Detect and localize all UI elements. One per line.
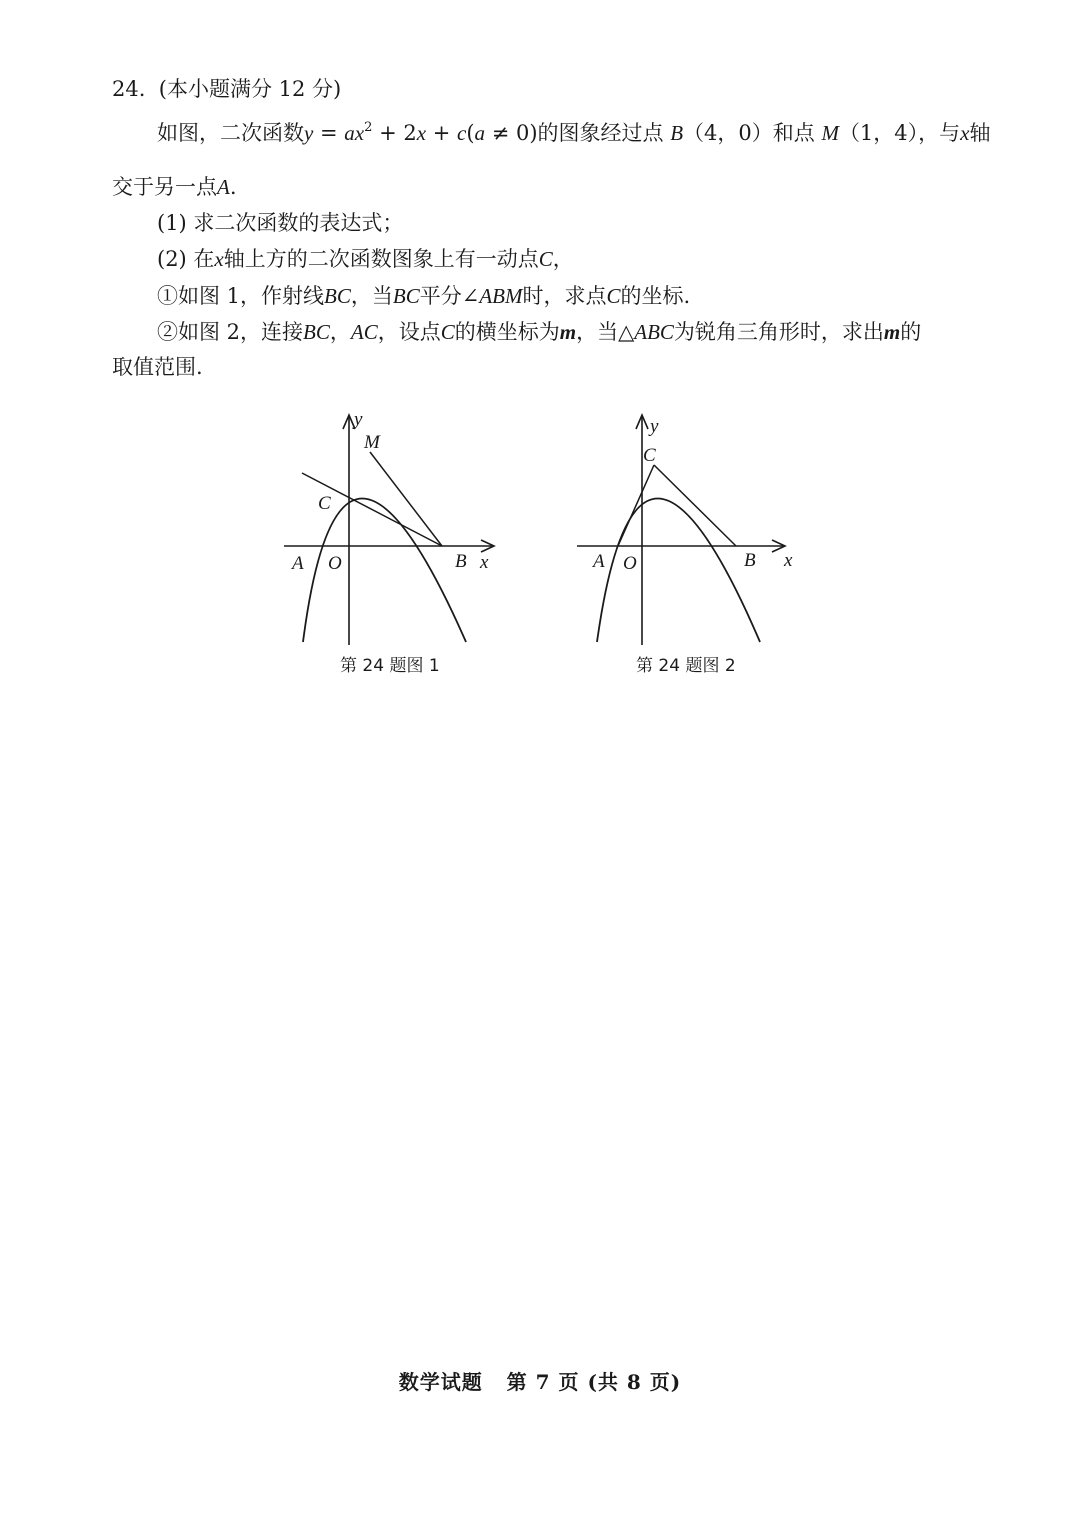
segment-ac xyxy=(618,465,654,546)
q2-end: ， xyxy=(552,247,574,271)
label-b: B xyxy=(744,550,756,571)
question-2-part-1 xyxy=(157,281,690,311)
eq-mid: + 2 xyxy=(372,121,417,145)
label-x: x xyxy=(480,552,489,573)
problem-intro-line2 xyxy=(112,172,237,202)
q2a-mid3: 时，求点 xyxy=(522,284,607,308)
point-b: B xyxy=(670,121,684,145)
q2b-mid3: ，当△ xyxy=(576,320,635,344)
q2b-m: m xyxy=(559,320,577,344)
eq-plus: + xyxy=(426,121,457,145)
score-note: (本小题满分 12 分) xyxy=(158,77,342,101)
eq-y: y xyxy=(304,121,314,145)
eq-x2: x xyxy=(416,121,427,145)
q2a-bc2: BC xyxy=(392,284,420,308)
question-2-part-2 xyxy=(157,317,921,347)
label-a: A xyxy=(593,551,605,572)
figure-2-diagram xyxy=(565,405,810,650)
parabola xyxy=(597,499,760,643)
label-a: A xyxy=(292,553,304,574)
line2-point: A xyxy=(217,175,230,199)
question-2 xyxy=(157,244,574,274)
label-o: O xyxy=(328,553,342,574)
label-c: C xyxy=(643,445,656,466)
intro-mid: 的图象经过点 xyxy=(537,121,671,145)
q2b-end: 的 xyxy=(900,320,922,344)
q2-c: C xyxy=(538,247,553,271)
problem-intro-line xyxy=(157,118,991,148)
q2b-mid4: 为锐角三角形时，求出 xyxy=(673,320,884,344)
question-2-part-2-line2 xyxy=(112,352,203,382)
eq-exponent: 2 xyxy=(364,120,373,135)
q1-text: (1) 求二次函数的表达式； xyxy=(157,211,404,235)
question-1 xyxy=(157,208,403,238)
intro-prefix: 如图，二次函数 xyxy=(157,121,304,145)
label-m: M xyxy=(364,432,380,453)
footer-subject: 数学试题 xyxy=(398,1370,483,1394)
point-m: M xyxy=(821,121,839,145)
figure-2 xyxy=(565,405,810,650)
q2-prefix: (2) 在 xyxy=(157,247,215,271)
figure-1 xyxy=(270,405,510,650)
line2-prefix: 交于另一点 xyxy=(112,175,217,199)
figure-1-caption: 第 24 题图 1 xyxy=(340,656,440,676)
q2a-abm: ABM xyxy=(479,284,523,308)
q2a-mid1: ，当 xyxy=(350,284,393,308)
q2b-mid2: 的横坐标为 xyxy=(454,320,560,344)
q2b-bc: BC xyxy=(303,320,330,344)
label-y: y xyxy=(354,409,363,430)
eq-cond-rest: ≠ 0) xyxy=(485,121,538,145)
q2a-bc: BC xyxy=(324,284,351,308)
q2b-mid1: ，设点 xyxy=(377,320,441,344)
q2-x: x xyxy=(214,247,224,271)
figure-2-caption: 第 24 题图 2 xyxy=(636,656,736,676)
point-b-coords: （4，0）和点 xyxy=(683,121,822,145)
eq-c: c xyxy=(456,121,467,145)
q2a-mid2: 平分∠ xyxy=(419,284,480,308)
label-y: y xyxy=(650,416,659,437)
eq-x1: x xyxy=(354,121,365,145)
q2b-c: C xyxy=(440,320,455,344)
q2b-line2: 取值范围. xyxy=(112,355,203,379)
footer-total: (共 8 页) xyxy=(587,1370,682,1394)
q2b-m2: m xyxy=(883,320,901,344)
point-m-coords: （1，4），与 xyxy=(838,121,961,145)
label-c: C xyxy=(318,493,331,514)
q2a-prefix: ①如图 1，作射线 xyxy=(157,284,325,308)
segment-bc xyxy=(654,465,736,546)
eq-eq: = xyxy=(313,121,345,145)
axis-x: x xyxy=(960,121,970,145)
footer-page: 第 7 页 xyxy=(506,1370,580,1394)
page-footer xyxy=(0,1366,1080,1395)
problem-number: 24. xyxy=(112,77,146,101)
label-o: O xyxy=(623,553,637,574)
eq-cond-open: ( xyxy=(466,121,475,145)
q2-mid: 轴上方的二次函数图象上有一动点 xyxy=(223,247,539,271)
label-x: x xyxy=(784,550,793,571)
eq-cond-a: a xyxy=(474,121,486,145)
q2b-abc: ABC xyxy=(634,320,674,344)
line2-end: . xyxy=(229,175,237,199)
intro-tail: 轴 xyxy=(969,121,991,145)
q2b-ac: AC xyxy=(350,320,378,344)
q2b-prefix: ②如图 2，连接 xyxy=(157,320,304,344)
q2b-sep: ， xyxy=(329,320,351,344)
q2a-end: 的坐标. xyxy=(620,284,691,308)
figure-1-diagram xyxy=(270,405,510,650)
eq-a: a xyxy=(344,121,355,145)
problem-header xyxy=(112,74,341,104)
label-b: B xyxy=(455,551,467,572)
q2a-c: C xyxy=(606,284,621,308)
